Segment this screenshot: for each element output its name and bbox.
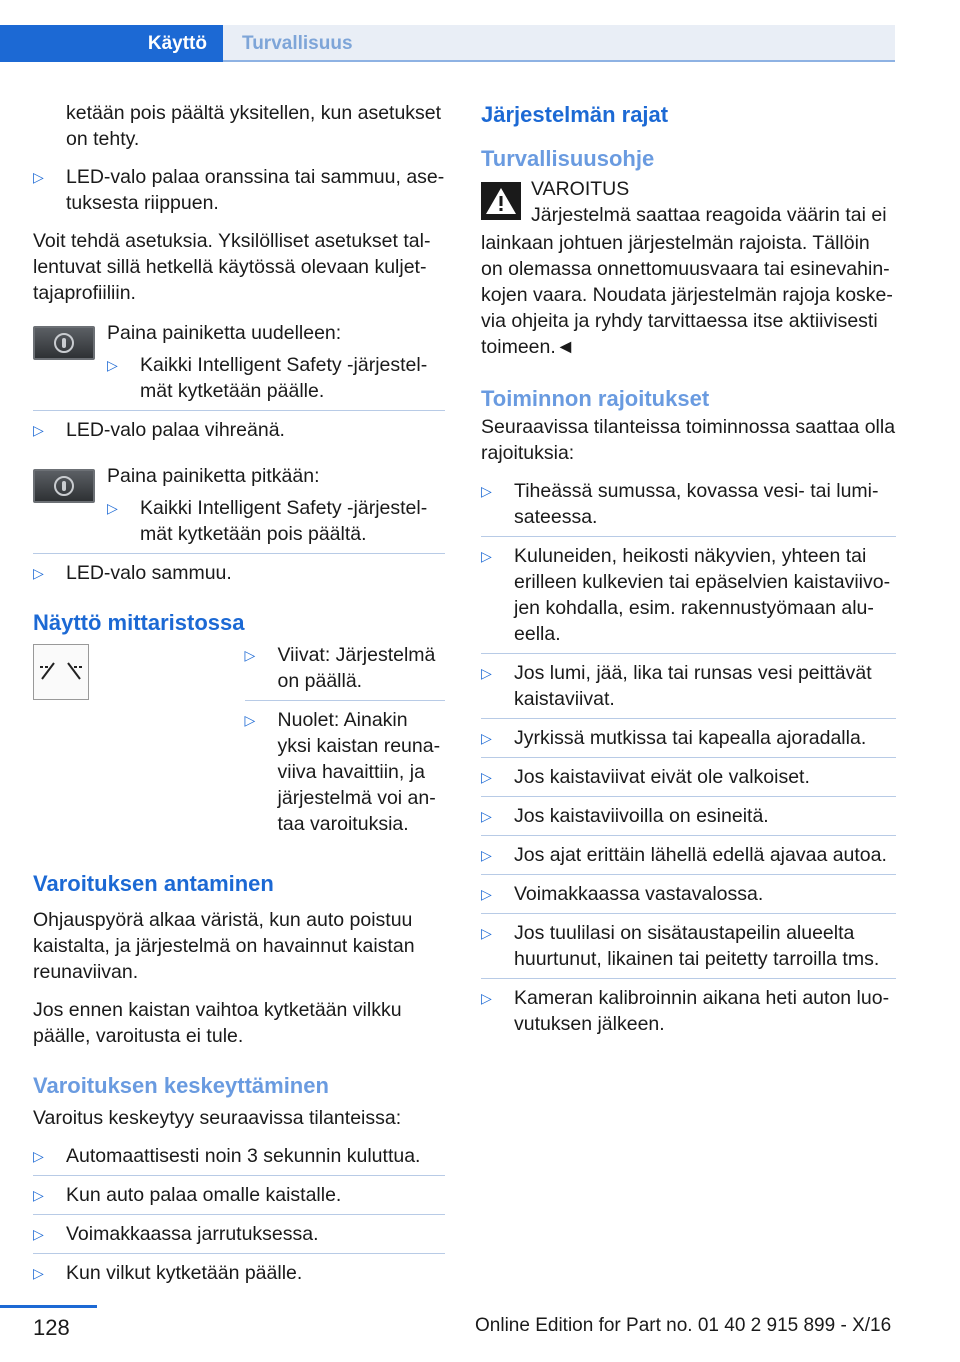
warning-triangle-icon (481, 182, 521, 220)
heading-display: Näyttö mittaristossa (33, 610, 245, 635)
intro-list (33, 164, 445, 222)
press-long-text: Paina painiketta pitkään: (107, 465, 320, 487)
safety-button-icon (33, 469, 95, 503)
list-item-text: Kuluneiden, heikosti näkyvien, yhteen tai erilleen kulkevien tai epäselvien kaistaviivojen kohdalla, esim. rakennustyömaan alueella. (514, 545, 891, 645)
footer-rule (0, 1305, 97, 1308)
list-item-text: Voimakkaassa jarrutuksessa. (66, 1223, 319, 1245)
bullet-icon: ▷ (33, 1187, 44, 1203)
lane-lines-icon (33, 644, 89, 700)
list-item-text: Jos tuulilasi on sisätaustapeilin alueelta huurtunut, likainen tai peitetty tarroilla tms. (514, 922, 880, 970)
list-item-text: Jos kaistaviivat eivät ole valkoiset. (514, 766, 810, 788)
list-item-text: LED-valo sammuu. (66, 562, 232, 584)
list-item (33, 1143, 445, 1176)
tab-turvallisuus-label: Turvallisuus (242, 32, 353, 54)
list-item-text: Automaattisesti noin 3 sekunnin kuluttua. (66, 1145, 421, 1167)
safety-button-icon (33, 326, 95, 360)
tab-kaytto-label: Käyttö (147, 32, 207, 54)
list-item (481, 803, 896, 836)
press-again-block (33, 320, 445, 404)
list-item-text: Kun auto palaa omalle kaistalle. (66, 1184, 342, 1206)
bullet-icon: ▷ (33, 1148, 44, 1164)
list-item-text: LED-valo palaa oranssina tai sammuu, asetuksesta riippuen. (66, 166, 445, 214)
tab-kaytto[interactable] (0, 25, 223, 62)
warning-first-line: Järjestelmä saattaa reagoida väärin tai ei (531, 204, 887, 226)
list-item-text: Tiheässä sumussa, kovassa vesi- tai lumisateessa. (514, 480, 879, 528)
display-block (33, 608, 445, 843)
bullet-icon: ▷ (481, 886, 492, 902)
bullet-icon: ▷ (481, 847, 492, 863)
bullet-icon: ▷ (33, 1265, 44, 1281)
bullet-icon: ▷ (481, 548, 492, 564)
function-list (481, 478, 896, 1037)
list-item-text: Kaikki Intelligent Safety -järjestelmät kytketään pois päältä. (140, 497, 428, 545)
bullet-icon: ▷ (481, 483, 492, 499)
list-item-text: Viivat: Järjestelmä on päällä. (277, 644, 436, 692)
intro-continuation: ketään pois päältä yksitellen, kun asetukset on tehty. (66, 102, 442, 150)
right-column (481, 100, 896, 1043)
list-item-text: Kaikki Intelligent Safety -järjestelmät kytketään päälle. (140, 354, 428, 402)
list-item (107, 495, 445, 547)
list-item-text: Kameran kalibroinnin aikana heti auton luovutuksen jälkeen. (514, 987, 890, 1035)
bullet-icon: ▷ (481, 925, 492, 941)
list-item (33, 164, 445, 222)
warning-paragraph-2: Jos ennen kaistan vaihtoa kytketään vilkku päälle, varoitusta ei tule. (33, 999, 402, 1047)
warning-box (481, 176, 896, 228)
list-item (245, 642, 445, 701)
list-item-text: Jos ajat erittäin lähellä edellä ajavaa autoa. (514, 844, 887, 866)
list-item (481, 764, 896, 797)
list-item (33, 417, 445, 443)
bullet-icon: ▷ (481, 808, 492, 824)
settings-paragraph: Voit tehdä asetuksia. Yksilölliset asetukset tallentuvat sillä hetkellä käytössä olevaan kuljettajaprofiiliin. (33, 230, 431, 304)
list-item-text: Jos kaistaviivoilla on esineitä. (514, 805, 769, 827)
list-item (107, 352, 445, 404)
bullet-icon: ▷ (33, 422, 44, 438)
list-item-text: LED-valo palaa vihreänä. (66, 419, 285, 441)
list-item (33, 1260, 445, 1286)
bullet-icon: ▷ (481, 769, 492, 785)
list-item (33, 1221, 445, 1254)
list-item (481, 660, 896, 719)
heading-warning: Varoituksen antaminen (33, 871, 274, 896)
page-number: 128 (33, 1315, 70, 1340)
header-rule (223, 60, 895, 62)
heading-function-limits: Toiminnon rajoitukset (481, 386, 710, 411)
bullet-icon: ▷ (244, 712, 256, 728)
left-column (33, 100, 445, 1292)
list-item (481, 478, 896, 537)
list-item (481, 725, 896, 758)
led-off-list (33, 553, 445, 586)
list-item-text: Nuolet: Ainakin yksi kaistan reunaviiva havaittiin, ja järjestelmä voi antaa varoituksia. (277, 709, 441, 835)
list-item (33, 560, 445, 586)
display-list (245, 642, 445, 837)
press-long-block (33, 463, 445, 547)
list-item (481, 543, 896, 654)
press-again-list (107, 352, 445, 404)
function-paragraph: Seuraavissa tilanteissa toiminnossa saattaa olla rajoituksia: (481, 416, 896, 464)
warning-text: lainkaan johtuen järjestelmän rajoista. Tällöin on olemassa onnettomuusvaara tai esinevahinkojen vaara. Noudata järjestelmän rajoja koskevia ohjeita ja ryhdy tarvittaessa itse aktiivisesti toimeen.◄ (481, 232, 893, 358)
list-item (481, 985, 896, 1037)
bullet-icon: ▷ (107, 357, 118, 373)
led-green-list (33, 410, 445, 443)
list-item-text: Jyrkissä mutkissa tai kapealla ajoradalla. (514, 727, 867, 749)
list-item-text: Jos lumi, jää, lika tai runsas vesi peittävät kaistaviivat. (514, 662, 872, 710)
warning-label: VAROITUS (531, 178, 630, 200)
list-item-text: Kun vilkut kytketään päälle. (66, 1262, 303, 1284)
bullet-icon: ▷ (33, 565, 44, 581)
edition-text: Online Edition for Part no. 01 40 2 915 899 - X/16 (475, 1315, 892, 1336)
bullet-icon: ▷ (33, 1226, 44, 1242)
interrupt-paragraph: Varoitus keskeytyy seuraavissa tilanteissa: (33, 1107, 402, 1129)
bullet-icon: ▷ (481, 665, 492, 681)
heading-interrupt: Varoituksen keskeyttäminen (33, 1073, 329, 1098)
heading-limits: Järjestelmän rajat (481, 102, 669, 127)
list-item-text: Voimakkaassa vastavalossa. (514, 883, 764, 905)
press-again-text: Paina painiketta uudelleen: (107, 322, 342, 344)
bullet-icon: ▷ (481, 990, 492, 1006)
tab-turvallisuus[interactable] (223, 25, 895, 62)
press-long-list (107, 495, 445, 547)
bullet-icon: ▷ (244, 647, 256, 663)
warning-paragraph-1: Ohjauspyörä alkaa väristä, kun auto poistuu kaistalta, ja järjestelmä on havainnut kaistan reunaviivan. (33, 909, 415, 983)
bullet-icon: ▷ (107, 500, 118, 516)
list-item (245, 707, 445, 837)
list-item (481, 881, 896, 914)
bullet-icon: ▷ (33, 169, 44, 185)
list-item (481, 842, 896, 875)
list-item (481, 920, 896, 979)
interrupt-list (33, 1143, 445, 1286)
list-item (33, 1182, 445, 1215)
bullet-icon: ▷ (481, 730, 492, 746)
heading-safety: Turvallisuusohje (481, 146, 655, 171)
